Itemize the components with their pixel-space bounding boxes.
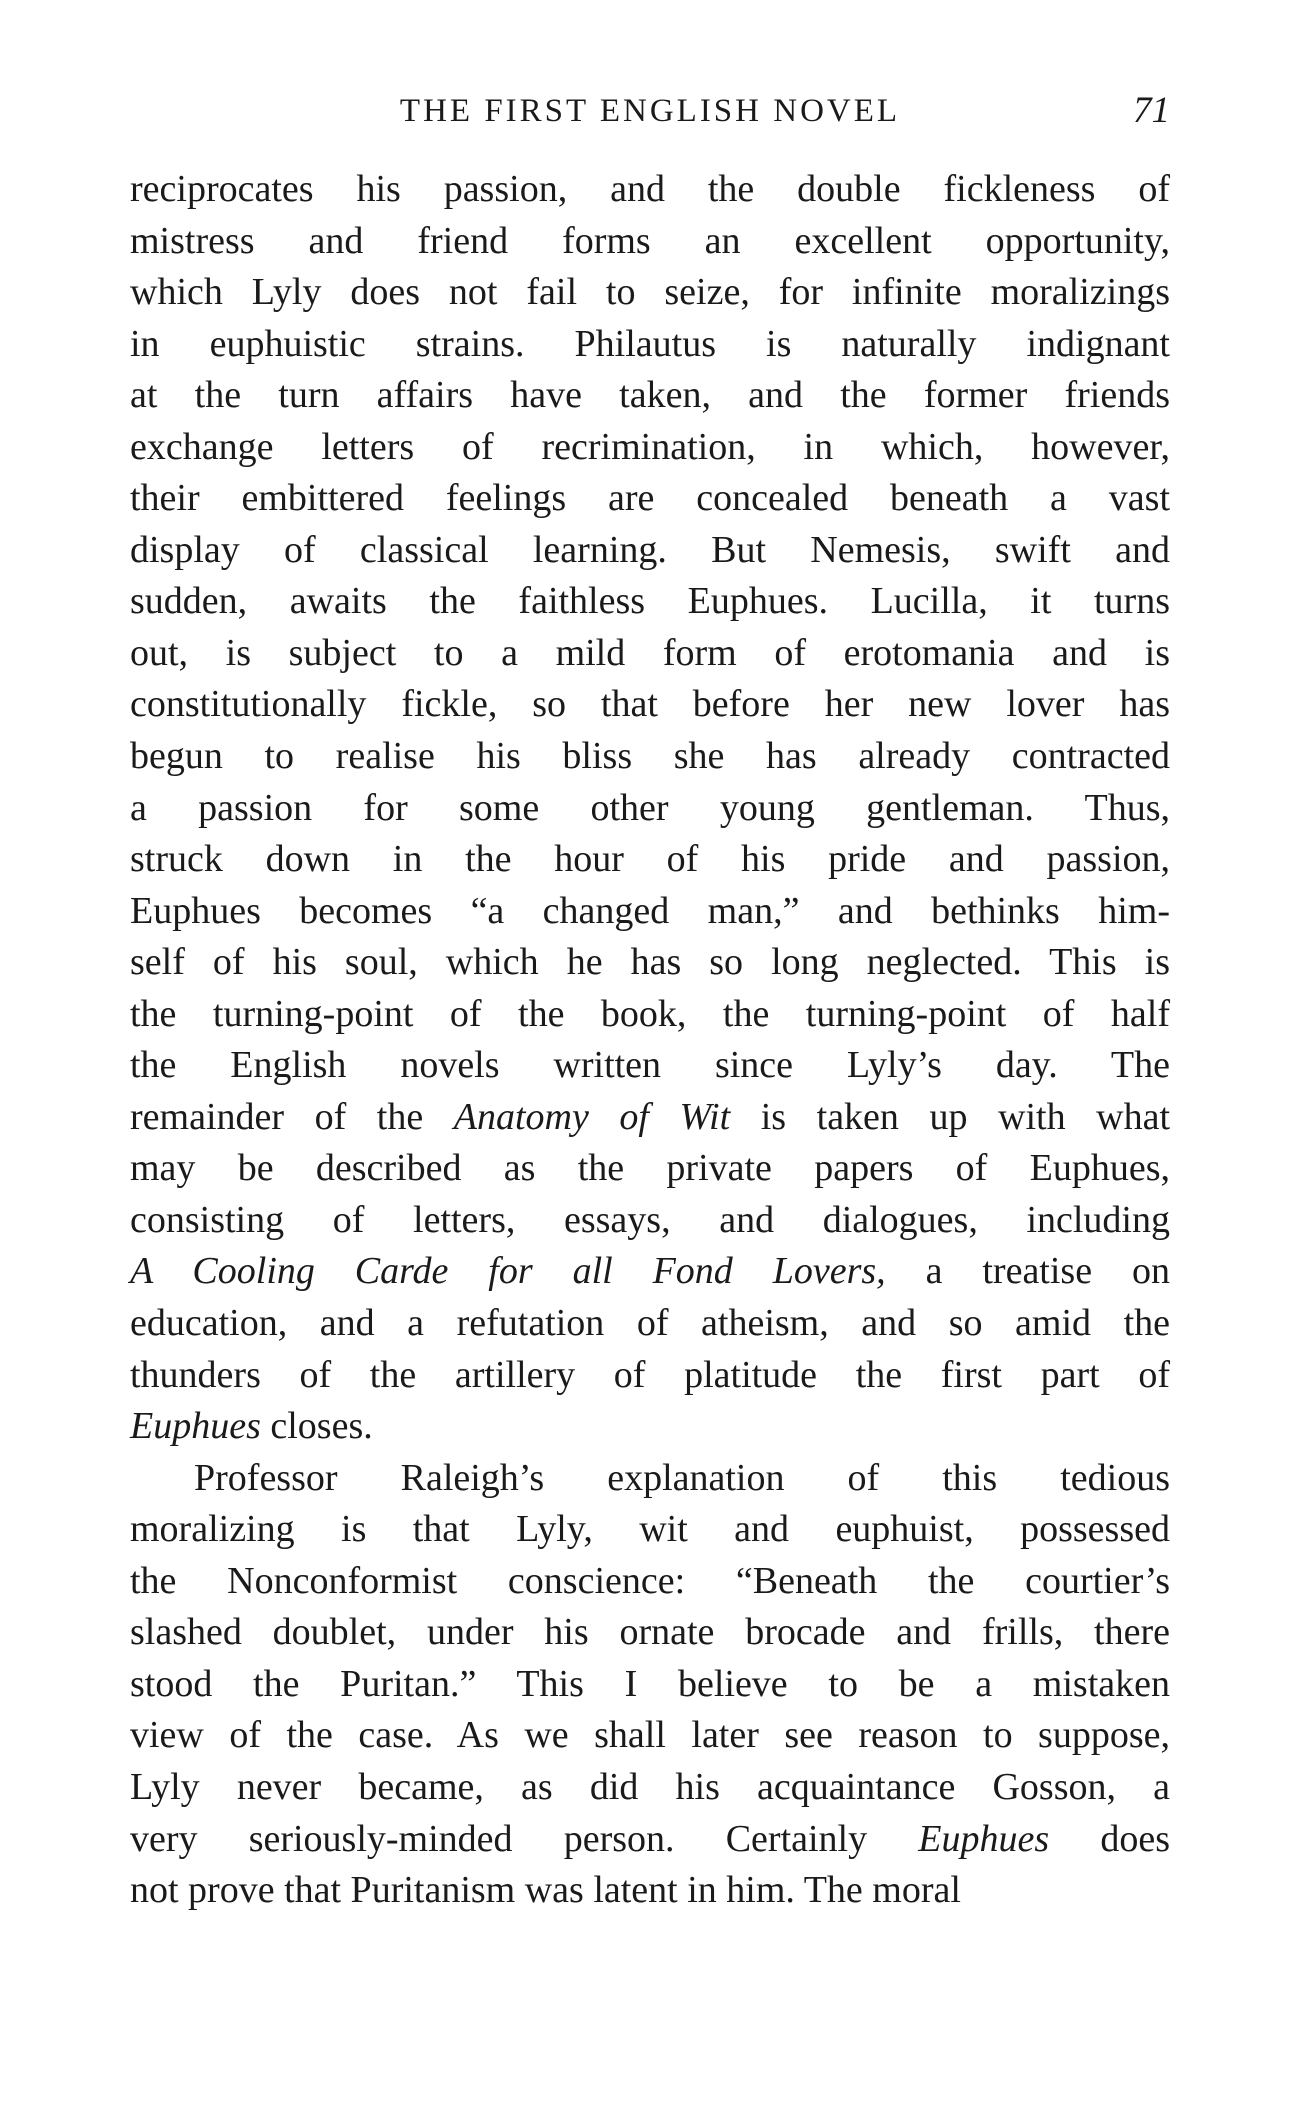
text-line — [130, 1092, 1170, 1144]
text-line — [130, 989, 1170, 1041]
text-run: constitutionally fickle, so that before her new lover has — [130, 683, 1170, 726]
text-line — [130, 1762, 1170, 1814]
text-run: out, is subject to a mild form of erotomania and is — [130, 631, 1170, 674]
text-line — [130, 1246, 1170, 1298]
text-line — [130, 1298, 1170, 1350]
text-line — [130, 679, 1170, 731]
text-run: does — [1049, 1817, 1171, 1860]
text-run: struck down in the hour of his pride and passion, — [130, 838, 1170, 881]
text-run: closes. — [260, 1405, 373, 1448]
text-line — [130, 267, 1170, 319]
text-line — [130, 1040, 1170, 1092]
text-line — [130, 834, 1170, 886]
text-run: consisting of letters, essays, and dialogues, including — [130, 1198, 1170, 1241]
page-number: 71 — [1133, 90, 1170, 131]
text-run: education, and a refutation of atheism, and so amid the — [130, 1302, 1170, 1345]
text-run: their embittered feelings are concealed beneath a vast — [130, 477, 1170, 520]
text-run: self of his soul, which he has so long neglected. This is — [130, 941, 1170, 984]
text-line — [130, 783, 1170, 835]
text-line — [130, 937, 1170, 989]
text-run: in euphuistic strains. Philautus is naturally indignant — [130, 322, 1170, 365]
text-line — [130, 886, 1170, 938]
text-line — [130, 1556, 1170, 1608]
text-run: the English novels written since Lyly’s day. The — [130, 1044, 1170, 1087]
text-run: Lyly never became, as did his acquaintance Gosson, a — [130, 1765, 1170, 1808]
text-run: the Nonconformist conscience: “Beneath the courtier’s — [130, 1559, 1170, 1602]
running-head — [130, 86, 1170, 136]
text-run: which Lyly does not fail to seize, for infinite moralizings — [130, 271, 1170, 314]
text-run: reciprocates his passion, and the double fickleness of — [130, 168, 1170, 210]
text-line — [130, 576, 1170, 628]
text-run: thunders of the artillery of platitude the first part of — [130, 1353, 1170, 1396]
text-run: is taken up with what — [730, 1095, 1171, 1138]
running-head-title: THE FIRST ENGLISH NOVEL — [399, 93, 901, 129]
text-line — [130, 319, 1170, 371]
text-line — [130, 1350, 1170, 1402]
text-line — [130, 370, 1170, 422]
text-line — [130, 422, 1170, 474]
text-line — [130, 1659, 1170, 1711]
text-run: a treatise on — [885, 1250, 1170, 1293]
text-line — [130, 216, 1170, 268]
paragraph — [130, 1453, 1170, 1917]
text-run: Professor Raleigh’s explanation of this tedious — [194, 1456, 1170, 1499]
text-line — [130, 1195, 1170, 1247]
paragraph — [130, 164, 1170, 1453]
text-line — [130, 1453, 1170, 1505]
text-run: slashed doublet, under his ornate brocade and frills, there — [130, 1611, 1170, 1654]
text-run: sudden, awaits the faithless Euphues. Lucilla, it turns — [130, 580, 1170, 623]
text-run: moralizing is that Lyly, wit and euphuist, possessed — [130, 1508, 1170, 1551]
text-run: display of classical learning. But Nemesis, swift and — [130, 528, 1170, 571]
text-run: remainder of the — [130, 1095, 454, 1138]
text-run: exchange letters of recrimination, in which, however, — [130, 425, 1170, 468]
italic-title: Anatomy of Wit — [453, 1095, 731, 1138]
italic-title: A Cooling Carde for all Fond Lovers, — [130, 1250, 886, 1293]
text-run: not prove that Puritanism was latent in him. The moral — [130, 1869, 961, 1912]
text-line — [130, 1865, 1170, 1917]
text-line — [130, 628, 1170, 680]
text-run: at the turn affairs have taken, and the former friends — [130, 374, 1170, 417]
body-text — [130, 164, 1170, 1917]
text-line — [130, 1401, 1170, 1453]
text-line — [130, 1710, 1170, 1762]
italic-title: Euphues — [130, 1405, 261, 1448]
text-line — [130, 1504, 1170, 1556]
text-run: begun to realise his bliss she has already contracted — [130, 735, 1170, 778]
text-line — [130, 473, 1170, 525]
text-run: the turning-point of the book, the turning-point of half — [130, 992, 1170, 1035]
text-run: a passion for some other young gentleman. Thus, — [130, 786, 1170, 829]
text-run: mistress and friend forms an excellent opportunity, — [130, 219, 1170, 262]
text-run: may be described as the private papers of Euphues, — [130, 1147, 1170, 1190]
text-line — [130, 1814, 1170, 1866]
text-run: view of the case. As we shall later see reason to suppose, — [130, 1714, 1170, 1757]
text-line — [130, 525, 1170, 577]
text-line — [130, 1607, 1170, 1659]
text-line — [130, 1143, 1170, 1195]
text-run: stood the Puritan.” This I believe to be a mistaken — [130, 1662, 1170, 1705]
italic-title: Euphues — [918, 1817, 1050, 1860]
text-line — [130, 164, 1170, 216]
text-run: very seriously-minded person. Certainly — [130, 1817, 919, 1860]
text-run: Euphues becomes “a changed man,” and bethinks him- — [130, 889, 1170, 932]
text-line — [130, 731, 1170, 783]
